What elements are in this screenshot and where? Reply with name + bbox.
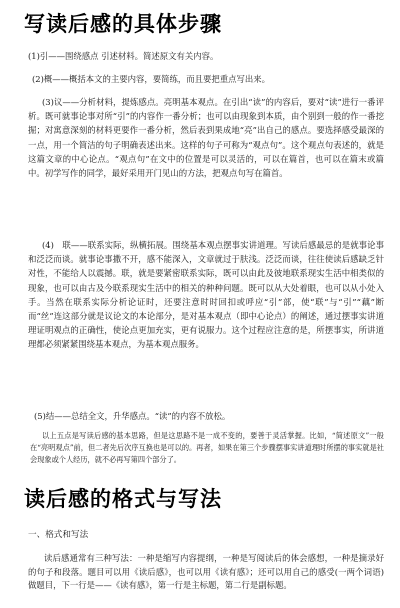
step-2-text: (2)概——概括本文的主要内容，要简练，而且要把重点写出来。 — [32, 74, 270, 84]
step-5-text: (5)结——总结全文，升华感点。“读”的内容不放松。 — [34, 411, 231, 421]
section-title-steps: 写读后感的具体步骤 — [24, 12, 222, 36]
step-3-text: (3)议——分析材料，提炼感点。亮明基本观点。在引出“读”的内容后，要对“读”进行一番评析。既可就事论事对所“引”的内容作一番分析；也可以由现象到本质，由个别到一般的作一番挖掘；对寓意深刻的材料更要作一番分析，然后表到果成地“亮”出自己的感点。要选择感受最深的一点，用一个简洁的句子明确表述出来。这样的句子可称为“观点句”。这个观点句表述的，就是这篇文章的中心论点。“观点句”在文中的位置是可以灵活的，可以在篇首，也可以在篇末或篇中。初学写作的同学，最好采用开门见山的方法，把观点句写在篇首。 — [28, 97, 384, 179]
summary-note: 以上五点是写读后感的基本思路，但是这思路不是一成不变的，要善于灵活掌握。比如，“简述原文”一般在“亮明观点”前，但二者先后次序互换也是可以的。再者，如果在第三个步骤摆事实讲道理时所摆的事实就是社会现象或个人经历，就不必再写第四个部分了。 — [30, 431, 384, 464]
step-4-text: (4) 联——联系实际，纵横拓展。围绕基本观点摆事实讲道理。写读后感最忌的是就事论事和泛泛而谈。就事论事撒不开，感不能深入，文章就过于肤浅。泛泛而谈，往往使读后感缺乏针对性，不能给人以震撼。联，就是要紧密联系实际，既可以由此及彼地联系现实生活中相类似的现象，也可以由古及今联系现实生活中的相关的种种问题。既可以从大处着眼，也可以从小处入手。当然在联系实际分析论证时，还要注意时时回扣或呼应“引”部，使“联”与“引”“藕”断而“丝”连这部分就是议论文的本论部分，是对基本观点（即中心论点）的阐述，通过摆事实讲道理证明观点的正确性，使论点更加充实，更有说服力。这个过程应注意的是，所摆事实，所讲道理都必须紧紧围绕基本观点，为基本观点服务。 — [28, 240, 384, 350]
step-1-text: (1)引——围绕感点 引述材料。简述原文有关内容。 — [28, 51, 219, 61]
section-title-format: 读后感的格式与写法 — [24, 487, 222, 511]
format-paragraph: 读后感通常有三种写法：一种是缩写内容提纲，一种是写阅读后的体会感想，一种是摘录好的句子和段落。题目可以用《读后感》，也可以用《读有感》；还可以用自己的感受(一两个词语)做题目，下一行是——《读有感》，第一行是主标题，第二行是副标题。 — [28, 553, 384, 591]
subsection-heading: 一、格式和写法 — [28, 530, 89, 540]
